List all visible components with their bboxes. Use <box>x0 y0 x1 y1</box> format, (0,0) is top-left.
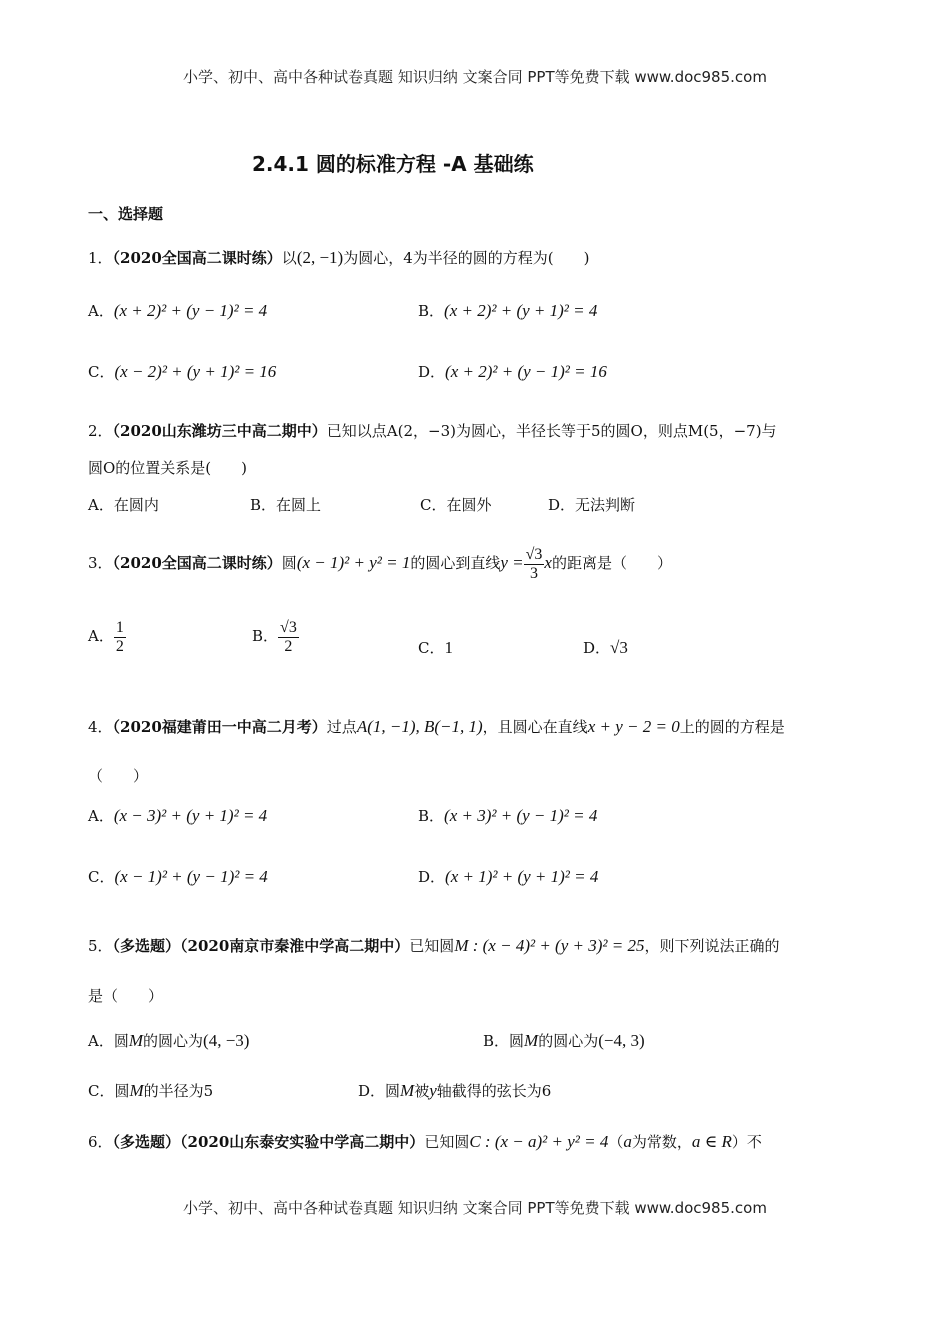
math-expression: (−4, 3) <box>598 1031 645 1050</box>
math-expression: (x − 3)² + (y + 1)² = 4 <box>113 806 268 825</box>
math-variable: y <box>429 1081 437 1100</box>
math-expression: x <box>544 553 552 572</box>
option-text: 的半径为5 <box>143 1082 214 1100</box>
question-text: 的距离是（ ） <box>551 554 672 572</box>
question-source: （2020福建莆田一中高二月考） <box>112 718 327 736</box>
option-label: B． <box>252 627 279 645</box>
option-text: 被 <box>414 1082 430 1100</box>
question-number: 4． <box>88 718 113 736</box>
math-expression: (x + 3)² + (y − 1)² = 4 <box>444 806 598 825</box>
math-expression: (x + 2)² + (y − 1)² = 4 <box>113 301 268 320</box>
math-expression: (4, −3) <box>203 1031 250 1050</box>
option-label: C． <box>418 639 445 657</box>
math-variable: a <box>623 1132 632 1151</box>
option-label: D． <box>418 868 446 886</box>
math-expression: √3 <box>610 638 628 657</box>
option-text: B．圆 <box>483 1032 525 1050</box>
q2-option-c[interactable]: C．在圆外 <box>420 496 492 514</box>
math-expression: M : (x − 4)² + (y + 3)² = 25 <box>454 936 645 955</box>
option-label: B． <box>418 807 445 825</box>
math-expression: y = <box>500 553 524 572</box>
option-label: A． <box>88 302 114 320</box>
math-variable: M <box>129 1081 144 1100</box>
math-variable: M <box>128 1031 144 1050</box>
math-expression: (x − 2)² + (y + 1)² = 16 <box>114 362 277 381</box>
q5-option-b[interactable] <box>483 1030 645 1051</box>
math-expression: (2, −1) <box>296 248 344 267</box>
question-number: 3． <box>88 554 113 572</box>
page-title: 2.4.1 圆的标准方程 -A 基础练 <box>252 152 534 176</box>
question-text: 已知以点A(2，−3)为圆心，半径长等于5的圆O，则点M(5，−7)与 <box>326 422 777 440</box>
question-text: 已知圆 <box>409 937 455 955</box>
question-text: 圆 <box>281 554 297 572</box>
math-expression: (x + 2)² + (y + 1)² = 4 <box>444 301 598 320</box>
question-source: （多选题）（2020山东泰安实验中学高二期中） <box>112 1133 425 1151</box>
question-4 <box>88 713 785 741</box>
option-label: D． <box>418 363 446 381</box>
question-number: 1． <box>88 249 113 267</box>
math-expression: C : (x − a)² + y² = 4 <box>469 1132 609 1151</box>
question-text: 为圆心，4为半径的圆的方程为( ) <box>343 249 590 267</box>
question-text: 以 <box>281 249 297 267</box>
q1-option-d[interactable] <box>418 361 607 382</box>
math-expression: (x − 1)² + y² = 1 <box>296 553 411 572</box>
question-5 <box>88 932 779 960</box>
q4-option-b[interactable] <box>418 805 597 826</box>
question-1 <box>88 248 589 268</box>
section-heading: 一、选择题 <box>88 205 164 223</box>
question-6 <box>88 1128 762 1156</box>
option-label: D． <box>583 639 611 657</box>
fraction-denominator: 2 <box>115 637 124 655</box>
question-4-line-2: （ ） <box>88 767 149 785</box>
q4-option-c[interactable] <box>88 866 268 887</box>
q4-option-d[interactable] <box>418 866 598 887</box>
q3-option-a[interactable] <box>88 616 126 656</box>
option-text: C．圆 <box>88 1082 130 1100</box>
question-text: 为常数， <box>631 1133 692 1151</box>
math-expression: 1 <box>444 638 453 657</box>
question-source: （2020全国高二课时练） <box>112 249 282 267</box>
q5-option-a[interactable] <box>88 1030 249 1051</box>
question-2 <box>88 421 777 441</box>
q3-option-c[interactable] <box>418 628 453 668</box>
option-text: 的圆心为 <box>143 1032 204 1050</box>
fraction <box>524 546 545 583</box>
question-text: ）不 <box>731 1133 762 1151</box>
option-label: C． <box>88 868 115 886</box>
math-expression: (x − 1)² + (y − 1)² = 4 <box>114 867 268 886</box>
fraction-denominator: 2 <box>284 637 293 655</box>
q2-option-d[interactable]: D．无法判断 <box>548 496 636 514</box>
question-text: 过点 <box>326 718 357 736</box>
q2-option-b[interactable]: B．在圆上 <box>250 496 322 514</box>
math-expression: (x + 2)² + (y − 1)² = 16 <box>445 362 607 381</box>
option-text: 的圆心为 <box>538 1032 599 1050</box>
fraction <box>278 619 299 656</box>
fraction-denominator: 3 <box>530 564 539 582</box>
fraction-numerator: √3 <box>525 545 543 563</box>
option-text: 轴截得的弦长为6 <box>436 1082 552 1100</box>
fraction-numerator: √3 <box>280 618 297 636</box>
q2-option-a[interactable]: A．在圆内 <box>88 496 159 514</box>
question-2-line-2: 圆O的位置关系是( ) <box>88 459 248 477</box>
header-banner: 小学、初中、高中各种试卷真题 知识归纳 文案合同 PPT等免费下载 www.doc985.com <box>183 68 767 86</box>
fraction-numerator: 1 <box>115 618 124 636</box>
option-label: A． <box>88 807 114 825</box>
q5-option-c[interactable] <box>88 1080 213 1101</box>
q1-option-a[interactable] <box>88 300 267 321</box>
fraction <box>114 619 126 656</box>
math-expression: (x + 1)² + (y + 1)² = 4 <box>445 867 599 886</box>
q4-option-a[interactable] <box>88 805 267 826</box>
question-source: （2020全国高二课时练） <box>112 554 282 572</box>
q3-option-b[interactable] <box>252 616 299 656</box>
question-text: 的圆心到直线 <box>410 554 501 572</box>
option-label: C． <box>88 363 115 381</box>
question-number: 2． <box>88 422 113 440</box>
footer-banner: 小学、初中、高中各种试卷真题 知识归纳 文案合同 PPT等免费下载 www.doc985.com <box>183 1199 767 1217</box>
question-source: （多选题）（2020南京市秦淮中学高二期中） <box>112 937 410 955</box>
math-expression: x + y − 2 = 0 <box>587 717 680 736</box>
math-expression: A(1, −1), B(−1, 1) <box>356 717 483 736</box>
option-text: D．圆 <box>358 1082 401 1100</box>
question-5-line-2: 是（ ） <box>88 987 164 1005</box>
option-text: A．圆 <box>88 1032 129 1050</box>
option-label: B． <box>418 302 445 320</box>
question-3 <box>88 540 672 586</box>
question-source: （2020山东潍坊三中高二期中） <box>112 422 327 440</box>
question-text: ，且圆心在直线 <box>482 718 588 736</box>
q1-option-b[interactable] <box>418 300 597 321</box>
q3-option-d[interactable] <box>583 628 628 668</box>
q1-option-c[interactable] <box>88 361 276 382</box>
q5-option-d[interactable] <box>358 1080 551 1101</box>
question-text: （ <box>608 1133 624 1151</box>
question-text: 上的圆的方程是 <box>679 718 785 736</box>
math-expression: a ∈ R <box>691 1132 732 1151</box>
question-number: 6． <box>88 1133 113 1151</box>
option-label: A． <box>88 627 114 645</box>
question-text: ，则下列说法正确的 <box>644 937 780 955</box>
question-number: 5． <box>88 937 113 955</box>
question-text: 已知圆 <box>424 1133 470 1151</box>
math-variable: M <box>400 1081 415 1100</box>
math-variable: M <box>524 1031 539 1050</box>
